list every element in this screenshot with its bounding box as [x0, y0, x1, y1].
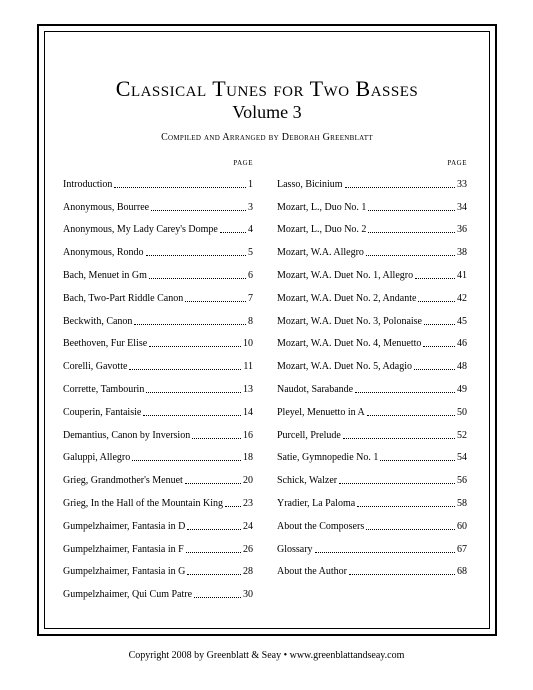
page-border — [37, 24, 497, 636]
toc-entry-page: 24 — [243, 520, 253, 532]
toc-entry — [63, 373, 253, 396]
toc-entry-title: Mozart, L., Duo No. 2 — [277, 224, 367, 236]
dot-leader — [143, 415, 241, 416]
toc-entry-title: Mozart, L., Duo No. 1 — [277, 201, 367, 213]
toc-entry-title: Beethoven, Fur Elise — [63, 338, 148, 350]
toc-entry-title: Bach, Two-Part Riddle Canon — [63, 292, 184, 304]
dot-leader — [187, 529, 241, 530]
dot-leader — [339, 483, 455, 484]
toc-entry — [63, 191, 253, 214]
dot-leader — [368, 232, 455, 233]
toc-entry — [277, 168, 467, 191]
page-inner-border — [44, 31, 490, 629]
toc-entry — [277, 464, 467, 487]
toc-entry — [63, 396, 253, 419]
toc-entry — [63, 578, 253, 601]
dot-leader — [132, 460, 241, 461]
dot-leader — [367, 415, 455, 416]
dot-leader — [134, 324, 246, 325]
toc-entry — [63, 282, 253, 305]
toc-entry-title: Couperin, Fantaisie — [63, 406, 142, 418]
toc-entry-page: 50 — [457, 406, 467, 418]
toc-entry-page: 18 — [243, 452, 253, 464]
dot-leader — [146, 392, 241, 393]
toc-entry — [63, 510, 253, 533]
toc-entry — [277, 236, 467, 259]
toc-entry-page: 13 — [243, 383, 253, 395]
toc-entry — [277, 328, 467, 351]
toc-entry — [63, 464, 253, 487]
dot-leader — [366, 529, 455, 530]
toc-entry-title: Mozart, W.A. Duet No. 5, Adagio — [277, 361, 412, 373]
dot-leader — [343, 438, 455, 439]
toc-entry-page: 10 — [243, 338, 253, 350]
toc-entry — [277, 419, 467, 442]
toc-entry-title: Beckwith, Canon — [63, 315, 133, 327]
toc-entry — [63, 236, 253, 259]
dot-leader — [151, 210, 246, 211]
toc-entry-title: Gumpelzhaimer, Fantasia in G — [63, 566, 186, 578]
compiled-by: Compiled and Arranged by Deborah Greenblatt — [161, 132, 373, 143]
toc-entry-title: Galuppi, Allegro — [63, 452, 131, 464]
toc-entry — [63, 533, 253, 556]
toc-entry — [63, 442, 253, 465]
toc-entry — [277, 396, 467, 419]
toc-entry-page: 26 — [243, 543, 253, 555]
toc-entry-title: Anonymous, Rondo — [63, 247, 144, 259]
dot-leader — [415, 278, 455, 279]
toc-entry-title: Pleyel, Menuetto in A — [277, 406, 365, 418]
dot-leader — [345, 187, 455, 188]
toc-entry-title: Naudot, Sarabande — [277, 383, 354, 395]
toc-entry-page: 41 — [457, 269, 467, 281]
toc-entry — [63, 556, 253, 579]
toc-entry — [277, 556, 467, 579]
dot-leader — [368, 210, 455, 211]
toc-entry-page: 46 — [457, 338, 467, 350]
toc-entry — [277, 282, 467, 305]
toc-entry-page: 48 — [457, 361, 467, 373]
toc-entry-title: Demantius, Canon by Inversion — [63, 429, 191, 441]
dot-leader — [185, 483, 241, 484]
toc-entry-page: 56 — [457, 475, 467, 487]
toc-entry-page: 33 — [457, 178, 467, 190]
toc-entry-page: 16 — [243, 429, 253, 441]
toc-entry-title: Gumpelzhaimer, Qui Cum Patre — [63, 589, 193, 601]
toc-entry-title: Anonymous, Bourree — [63, 201, 150, 213]
toc-entry-page: 34 — [457, 201, 467, 213]
toc-entry-title: Mozart, W.A. Allegro — [277, 247, 364, 259]
toc-entry-title: Corrette, Tambourin — [63, 383, 145, 395]
toc-entry-page: 8 — [248, 315, 253, 327]
toc-entry — [63, 214, 253, 237]
toc-entry-page: 42 — [457, 292, 467, 304]
toc-entry-page: 30 — [243, 589, 253, 601]
toc-entry-page: 6 — [248, 269, 253, 281]
dot-leader — [414, 369, 455, 370]
dot-leader — [114, 187, 246, 188]
dot-leader — [149, 346, 241, 347]
toc-entry-page: 52 — [457, 429, 467, 441]
dot-leader — [220, 232, 246, 233]
toc-entry-title: Mozart, W.A. Duet No. 2, Andante — [277, 292, 417, 304]
dot-leader — [129, 369, 241, 370]
toc-entry-page: 38 — [457, 247, 467, 259]
dot-leader — [380, 460, 455, 461]
toc-entry-title: Satie, Gymnopedie No. 1 — [277, 452, 379, 464]
toc-entry-title: Mozart, W.A. Duet No. 3, Polonaise — [277, 315, 422, 327]
toc-entry-title: Yradier, La Paloma — [277, 497, 356, 509]
toc-entry — [63, 328, 253, 351]
toc-entry — [277, 533, 467, 556]
toc-entry-page: 4 — [248, 224, 253, 236]
toc-entry-title: Grieg, Grandmother's Menuet — [63, 475, 183, 487]
dot-leader — [357, 506, 455, 507]
toc-list-left — [63, 168, 253, 601]
toc-entry-title: About the Author — [277, 566, 347, 578]
toc-entry-title: Schick, Walzer — [277, 475, 338, 487]
toc-entry-title: Grieg, In the Hall of the Mountain King — [63, 497, 223, 509]
dot-leader — [424, 324, 455, 325]
dot-leader — [187, 574, 241, 575]
toc-column-left — [63, 158, 253, 601]
toc-entry — [277, 214, 467, 237]
toc-entry-page: 68 — [457, 566, 467, 578]
toc-entry-page: 36 — [457, 224, 467, 236]
dot-leader — [186, 552, 241, 553]
toc-entry — [63, 350, 253, 373]
toc-entry-page: 11 — [243, 361, 253, 373]
dot-leader — [225, 506, 241, 507]
toc-entry-title: Glossary — [277, 543, 313, 555]
toc-entry — [63, 419, 253, 442]
toc-entry — [63, 487, 253, 510]
toc-entry — [277, 259, 467, 282]
dot-leader — [192, 438, 241, 439]
dot-leader — [315, 552, 455, 553]
toc-entry-page: 23 — [243, 497, 253, 509]
toc-entry-page: 14 — [243, 406, 253, 418]
toc-column-right — [277, 158, 467, 578]
dot-leader — [149, 278, 246, 279]
dot-leader — [349, 574, 455, 575]
toc-entry — [277, 373, 467, 396]
toc-entry-page: 60 — [457, 520, 467, 532]
dot-leader — [418, 301, 455, 302]
toc-entry-page: 54 — [457, 452, 467, 464]
toc-entry-page: 28 — [243, 566, 253, 578]
toc-entry — [277, 487, 467, 510]
toc-entry-page: 1 — [248, 178, 253, 190]
toc-entry-title: Purcell, Prelude — [277, 429, 341, 441]
toc-entry-page: 45 — [457, 315, 467, 327]
toc-entry-title: Introduction — [63, 178, 113, 190]
dot-leader — [146, 255, 246, 256]
toc-entry — [277, 305, 467, 328]
toc-entry — [277, 350, 467, 373]
toc-entry-title: About the Composers — [277, 520, 365, 532]
volume-label: Volume 3 — [232, 102, 302, 122]
toc-entry-title: Lasso, Bicinium — [277, 178, 343, 190]
toc-entry-page: 58 — [457, 497, 467, 509]
toc-entry-page: 3 — [248, 201, 253, 213]
toc-entry-title: Anonymous, My Lady Carey's Dompe — [63, 224, 218, 236]
dot-leader — [366, 255, 455, 256]
toc-entry-page: 20 — [243, 475, 253, 487]
dot-leader — [423, 346, 455, 347]
dot-leader — [185, 301, 246, 302]
toc-entry-title: Mozart, W.A. Duet No. 1, Allegro — [277, 269, 414, 281]
page-column-heading: PAGE — [447, 159, 467, 167]
toc-entry — [277, 442, 467, 465]
page-column-heading: PAGE — [233, 159, 253, 167]
toc-entry-title: Corelli, Gavotte — [63, 361, 128, 373]
toc-entry — [277, 191, 467, 214]
toc-entry — [63, 168, 253, 191]
copyright-line: Copyright 2008 by Greenblatt & Seay • www.greenblattandseay.com — [128, 650, 405, 661]
dot-leader — [194, 597, 241, 598]
toc-entry-page: 7 — [248, 292, 253, 304]
toc-entry — [63, 259, 253, 282]
book-title: Classical Tunes for Two Basses — [115, 76, 419, 101]
toc-entry-title: Gumpelzhaimer, Fantasia in D — [63, 520, 186, 532]
toc-entry-title: Mozart, W.A. Duet No. 4, Menuetto — [277, 338, 422, 350]
toc-entry — [63, 305, 253, 328]
toc-entry-page: 5 — [248, 247, 253, 259]
toc-entry — [277, 510, 467, 533]
toc-entry-title: Bach, Menuet in Gm — [63, 269, 147, 281]
toc-entry-page: 49 — [457, 383, 467, 395]
toc-entry-page: 67 — [457, 543, 467, 555]
toc-list-right — [277, 168, 467, 578]
toc-entry-title: Gumpelzhaimer, Fantasia in F — [63, 543, 184, 555]
dot-leader — [355, 392, 455, 393]
